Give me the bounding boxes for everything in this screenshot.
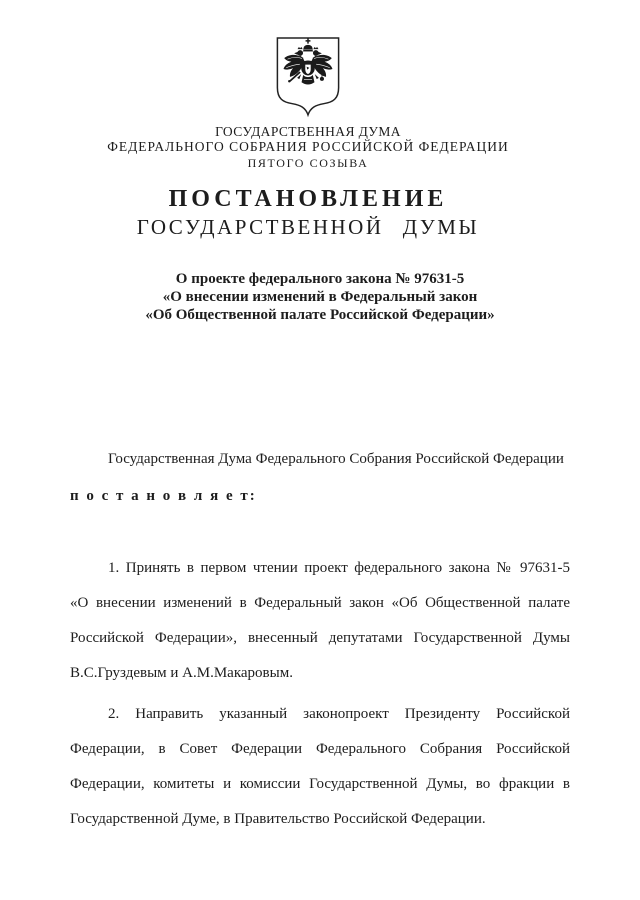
document-type-subtitle: ГОСУДАРСТВЕННОЙ ДУМЫ xyxy=(136,215,480,239)
russian-coat-of-arms-icon xyxy=(274,36,342,119)
org-name-line-1: ГОСУДАРСТВЕННАЯ ДУМА xyxy=(215,124,401,139)
paragraph-2-line-2: Федерации, в Совет Федерации Федерального Собрания Российской xyxy=(70,741,570,757)
decree-word: п о с т а н о в л я е т: xyxy=(70,488,257,504)
org-name-line-2: ФЕДЕРАЛЬНОГО СОБРАНИЯ РОССИЙСКОЙ ФЕДЕРАЦИИ xyxy=(107,139,509,154)
paragraph-2-line-4: Государственной Думе, в Правительство Российской Федерации. xyxy=(70,811,486,827)
paragraph-1 xyxy=(70,551,570,691)
document-body xyxy=(70,442,570,837)
subject-line-1: О проекте федерального закона № 97631-5 xyxy=(175,271,465,287)
paragraph-1-line-2: «О внесении изменений в Федеральный закон «Об Общественной палате xyxy=(70,595,570,611)
convocation-line: ПЯТОГО СОЗЫВА xyxy=(247,156,369,170)
subject-line-2: «О внесении изменений в Федеральный закон xyxy=(162,289,478,305)
document-type-title: ПОСТАНОВЛЕНИЕ xyxy=(168,186,448,212)
paragraph-2 xyxy=(70,697,570,837)
subject-block xyxy=(0,270,640,324)
subject-line-3: «Об Общественной палате Российской Федерации» xyxy=(145,307,495,323)
letterhead xyxy=(0,0,640,239)
paragraph-1-line-4: В.С.Груздевым и А.М.Макаровым. xyxy=(70,665,293,681)
paragraph-2-line-3: Федерации, комитеты и комиссии Государственной Думы, во фракции в xyxy=(70,776,570,792)
paragraph-1-line-3: Российской Федерации», внесенный депутатами Государственной Думы xyxy=(70,630,570,646)
paragraph-1-line-1: 1. Принять в первом чтении проект федерального закона № 97631-5 xyxy=(108,560,570,576)
paragraph-2-line-1: 2. Направить указанный законопроект Президенту Российской xyxy=(108,706,570,722)
intro-line: Государственная Дума Федерального Собрания Российской Федерации xyxy=(108,451,564,467)
